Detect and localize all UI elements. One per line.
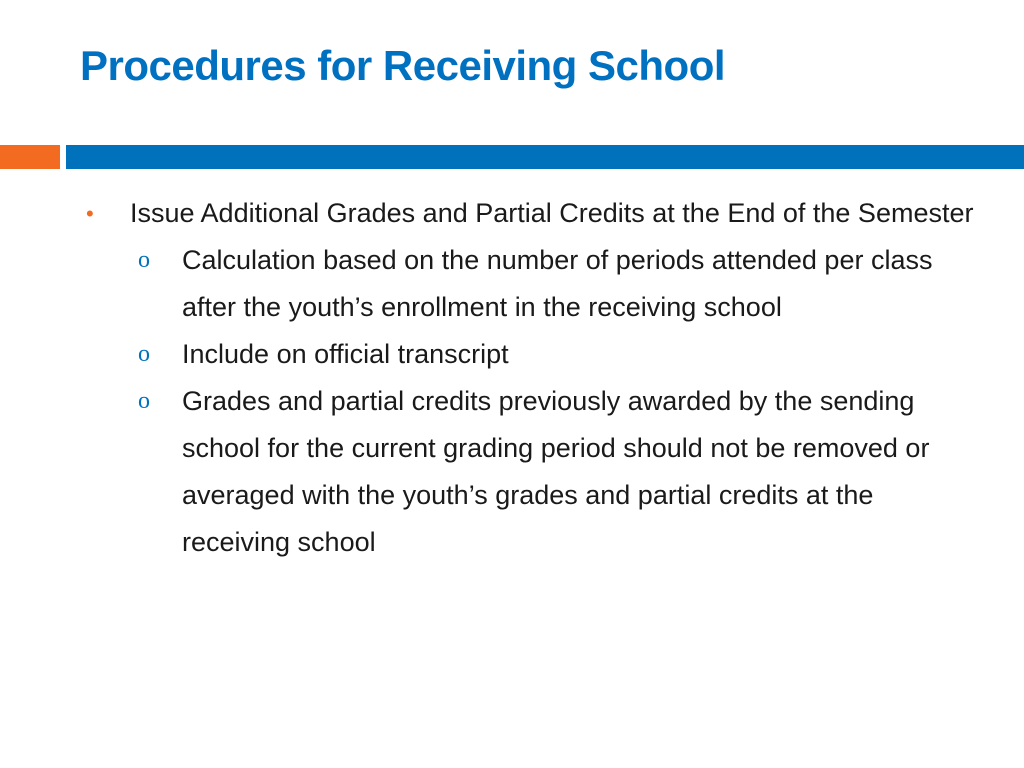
sub-bullet-calculation — [0, 237, 1024, 331]
sub-bullet-text: Grades and partial credits previously awarded by the sending school for the current grading period should not be removed or averaged with the youth’s grades and partial credits at the receiving school — [182, 386, 930, 557]
circle-bullet-icon: o — [138, 247, 150, 273]
circle-bullet-icon: o — [138, 388, 150, 414]
bullet-dot-icon: • — [86, 201, 94, 226]
main-bullet-text: Issue Additional Grades and Partial Credits at the End of the Semester — [130, 198, 974, 228]
main-bullet — [0, 190, 1024, 237]
sub-bullet-grades — [0, 378, 1024, 566]
slide-body — [0, 190, 1024, 566]
sub-bullet-transcript — [0, 331, 1024, 378]
circle-bullet-icon: o — [138, 341, 150, 367]
accent-bar-orange — [0, 145, 60, 169]
sub-bullet-text: Include on official transcript — [182, 339, 509, 369]
slide-title: Procedures for Receiving School — [80, 42, 726, 89]
accent-bar-blue — [66, 145, 1024, 169]
sub-bullet-text: Calculation based on the number of periods attended per class after the youth’s enrollment in the receiving school — [182, 245, 933, 322]
